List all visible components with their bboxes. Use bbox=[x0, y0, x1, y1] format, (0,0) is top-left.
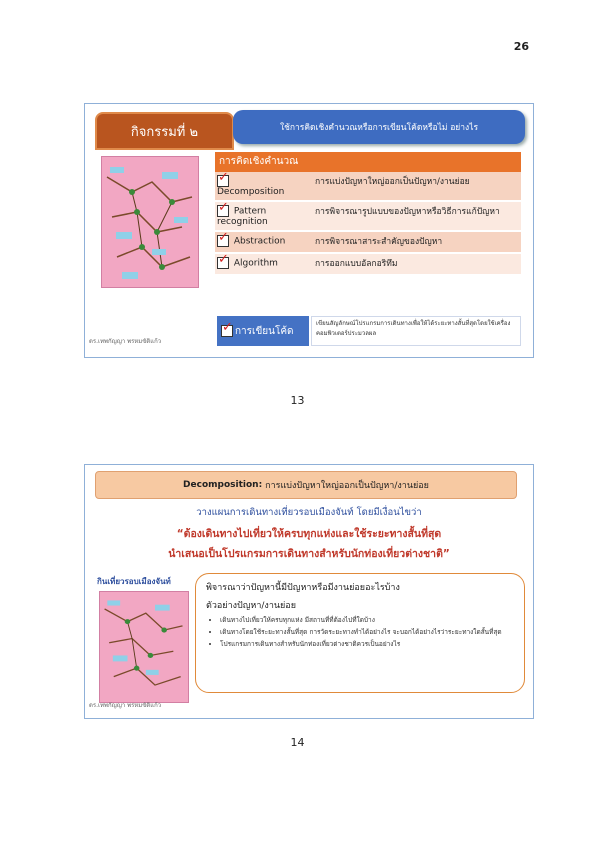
map-illustration bbox=[100, 592, 188, 702]
map-illustration bbox=[102, 157, 198, 287]
coding-description: เขียนสัญลักษณ์โปรแกรมการเดินทางเพื่อให้ได้ระยะทางสั้นที่สุดโดยใช้เครื่องคอมพิวเตอร์ประมวลผล bbox=[311, 316, 521, 346]
decomposition-banner: Decomposition: การแบ่งปัญหาใหญ่ออกเป็นปัญหา/งานย่อย bbox=[95, 471, 517, 499]
list-item: • โปรแกรมการเดินทางสำหรับนักท่องเที่ยวต่างชาติควรเป็นอย่างไร bbox=[220, 639, 514, 650]
table-row bbox=[215, 232, 521, 254]
page-number: 26 bbox=[513, 40, 529, 53]
checkbox-checked-icon bbox=[217, 257, 229, 269]
author-credit: ดร.เทพกัญญา พรหมขัติแก้ว bbox=[89, 338, 162, 345]
checkbox-checked-icon bbox=[217, 235, 229, 247]
tour-label: กินเที่ยวรอบเมืองจันท์ bbox=[97, 577, 171, 586]
list-item: • เดินทางไปเที่ยวให้ครบทุกแห่ง มีสถานที่ที่ต้องไปที่ใดบ้าง bbox=[220, 615, 514, 626]
term-label: Abstraction bbox=[233, 236, 286, 247]
term-label: Decomposition bbox=[217, 187, 285, 197]
quote-line: “ต้องเดินทางไปเที่ยวให้ครบทุกแห่งและใช้ระยะทางสั้นที่สุด bbox=[176, 528, 442, 540]
question-banner: ใช้การคิดเชิงคำนวณหรือการเขียนโค้ดหรือไม่ อย่างไร bbox=[233, 110, 525, 144]
term-description: การพิจารณารูปแบบของปัญหาหรือวิธีการแก้ปัญหา bbox=[315, 207, 500, 217]
slide-number: 14 bbox=[290, 736, 305, 749]
computational-thinking-table bbox=[215, 152, 521, 276]
author-credit: ดร.เทพกัญญา พรหมขัติแก้ว bbox=[89, 702, 162, 709]
slide-number: 13 bbox=[290, 394, 305, 407]
term-description: การพิจารณาสาระสำคัญของปัญหา bbox=[315, 237, 443, 247]
slide-14 bbox=[84, 464, 534, 719]
table-row bbox=[215, 172, 521, 202]
consider-title: พิจารณาว่าปัญหานี้มีปัญหาหรือมีงานย่อยอะไรบ้าง bbox=[206, 583, 400, 593]
quote-line: นำเสนอเป็นโปรแกรมการเดินทางสำหรับนักท่องเที่ยวต่างชาติ” bbox=[168, 548, 450, 560]
table-row bbox=[215, 254, 521, 276]
checkbox-checked-icon bbox=[221, 325, 233, 337]
slide-13 bbox=[84, 103, 534, 358]
consider-box bbox=[195, 573, 525, 693]
list-item: • เดินทางโดยใช้ระยะทางสั้นที่สุด การวัดระยะทางทำได้อย่างไร จะบอกได้อย่างไรว่าระยะทางใดสั้นที่สุด bbox=[220, 627, 514, 638]
tourist-map-image bbox=[101, 156, 199, 288]
term-description: การแบ่งปัญหาใหญ่ออกเป็นปัญหา/งานย่อย bbox=[315, 177, 470, 187]
checkbox-checked-icon bbox=[217, 205, 229, 217]
coding-label: ✓ การเขียนโค้ด bbox=[217, 316, 309, 346]
table-row bbox=[215, 202, 521, 232]
checkbox-checked-icon bbox=[217, 175, 229, 187]
subtask-list bbox=[206, 615, 514, 650]
activity-tab: กิจกรรมที่ ๒ bbox=[95, 112, 234, 150]
tourist-map-image bbox=[99, 591, 189, 703]
table-header: การคิดเชิงคำนวณ bbox=[215, 152, 521, 172]
term-label: Algorithm bbox=[233, 258, 278, 269]
example-title: ตัวอย่างปัญหา/งานย่อย bbox=[206, 601, 296, 611]
term-label: Pattern recognition bbox=[217, 206, 268, 227]
term-description: การออกแบบอัลกอริทึม bbox=[315, 259, 398, 269]
plan-line: วางแผนการเดินทางเที่ยวรอบเมืองจันท์ โดยมีเงื่อนไขว่า bbox=[196, 507, 422, 518]
